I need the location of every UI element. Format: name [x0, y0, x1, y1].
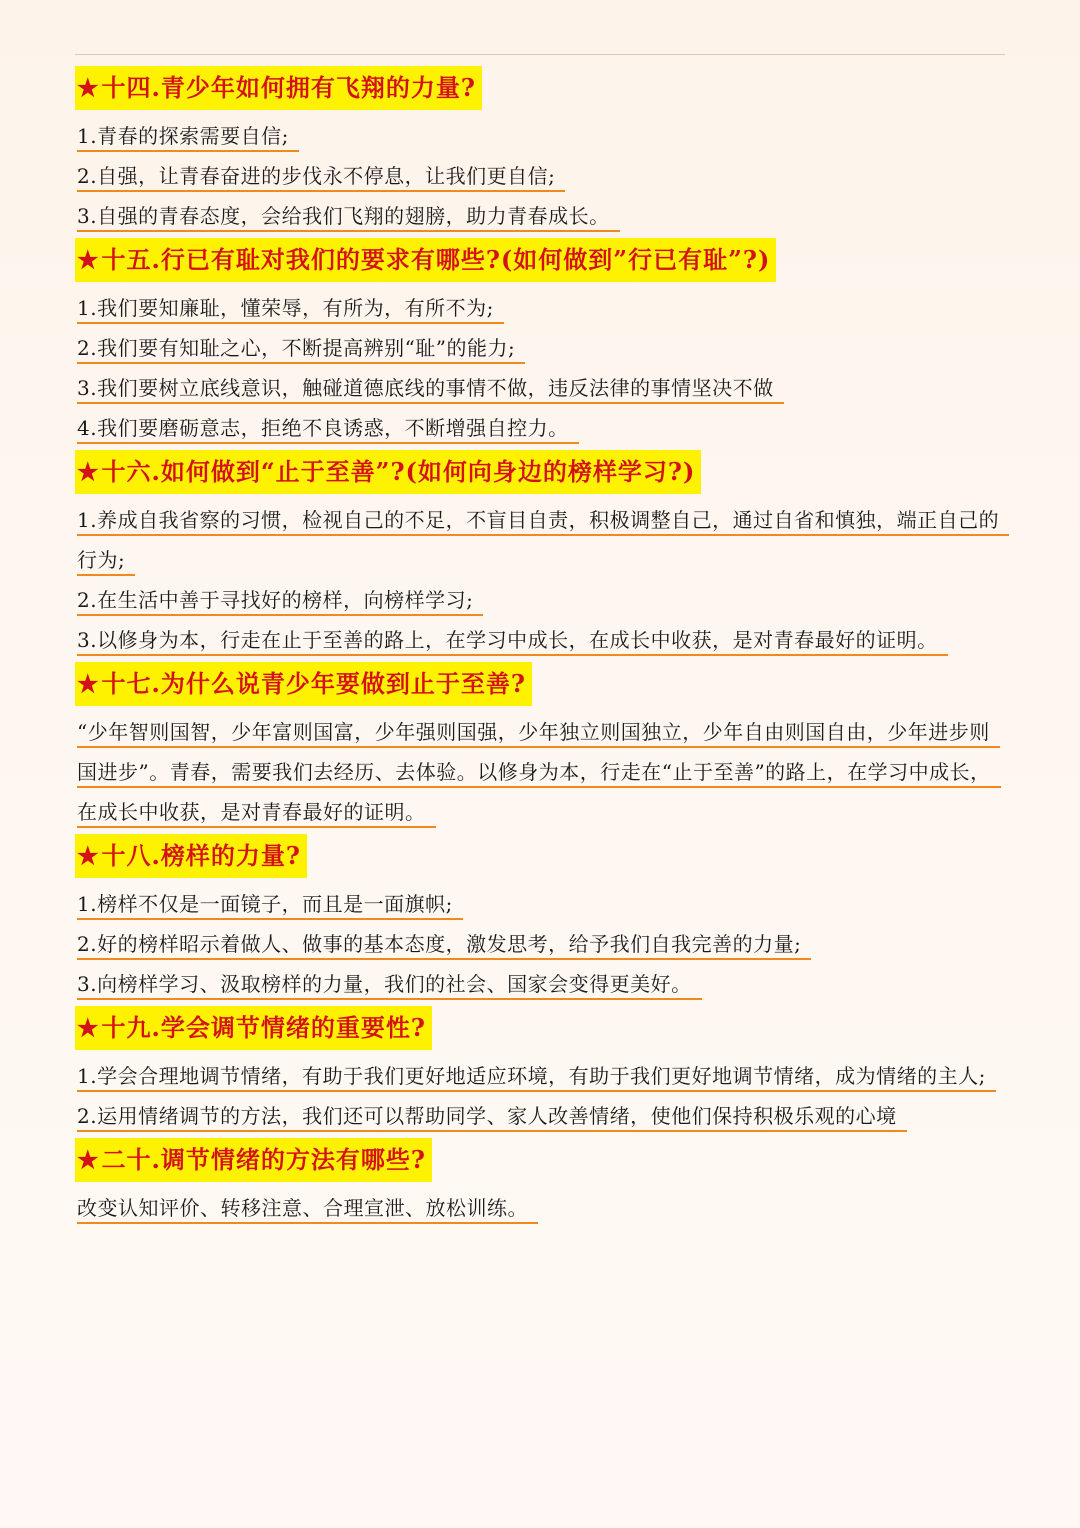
answer-item [75, 368, 1005, 408]
answer-text: 3.以修身为本，行走在止于至善的路上，在学习中成长，在成长中收获，是对青春最好的证明。 [77, 628, 948, 656]
section-title: 十七.为什么说青少年要做到止于至善? [101, 669, 526, 698]
answer-text: 2.自强，让青春奋进的步伐永不停息，让我们更自信; [77, 164, 565, 192]
answer-item [75, 328, 1005, 368]
answer-list [75, 1056, 1005, 1136]
qa-section [75, 834, 1005, 1006]
answer-text: 2.我们要有知耻之心，不断提高辨别“耻”的能力; [77, 336, 525, 364]
star-icon: ★ [77, 73, 100, 102]
answer-item [75, 1096, 1005, 1136]
answer-item [75, 580, 1005, 620]
answer-text: 1.学会合理地调节情绪，有助于我们更好地适应环境，有助于我们更好地调节情绪，成为情绪的主人; [77, 1064, 996, 1092]
section-title: 十六.如何做到“止于至善”?(如何向身边的榜样学习?) [101, 457, 696, 486]
top-divider [75, 54, 1005, 55]
star-icon: ★ [77, 245, 100, 274]
answer-text: 3.自强的青春态度，会给我们飞翔的翅膀，助力青春成长。 [77, 204, 620, 232]
answer-item [75, 1188, 1005, 1228]
answer-item [75, 1056, 1005, 1096]
answer-text: “少年智则国智，少年富则国富，少年强则国强，少年独立则国独立，少年自由则国自由，少年进步则国进步”。青春，需要我们去经历、去体验。以修身为本，行走在“止于至善”的路上，在学习中成长，在成长中收获，是对青春最好的证明。 [77, 720, 1001, 828]
section-heading [75, 1138, 432, 1182]
section-title: 十四.青少年如何拥有飞翔的力量? [101, 73, 476, 102]
answer-item [75, 924, 1005, 964]
star-icon: ★ [77, 457, 100, 486]
qa-section [75, 1006, 1005, 1138]
section-title: 十九.学会调节情绪的重要性? [101, 1013, 426, 1042]
answer-item [75, 964, 1005, 1004]
star-icon: ★ [77, 1013, 100, 1042]
section-heading [75, 238, 776, 282]
answer-list [75, 1188, 1005, 1228]
answer-text: 3.向榜样学习、汲取榜样的力量，我们的社会、国家会变得更美好。 [77, 972, 702, 1000]
answer-list [75, 884, 1005, 1004]
answer-text: 4.我们要磨砺意志，拒绝不良诱惑，不断增强自控力。 [77, 416, 579, 444]
answer-text: 1.榜样不仅是一面镜子，而且是一面旗帜; [77, 892, 463, 920]
answer-item [75, 712, 1005, 832]
qa-section [75, 1138, 1005, 1230]
answer-text: 2.好的榜样昭示着做人、做事的基本态度，激发思考，给予我们自我完善的力量; [77, 932, 811, 960]
qa-section [75, 66, 1005, 238]
section-heading [75, 1006, 432, 1050]
section-heading [75, 66, 482, 110]
qa-section [75, 450, 1005, 662]
section-heading [75, 450, 701, 494]
answer-item [75, 288, 1005, 328]
answer-text: 1.我们要知廉耻，懂荣辱，有所为，有所不为; [77, 296, 504, 324]
section-title: 十八.榜样的力量? [101, 841, 301, 870]
answer-text: 3.我们要树立底线意识，触碰道德底线的事情不做，违反法律的事情坚决不做 [77, 376, 784, 404]
answer-text: 改变认知评价、转移注意、合理宣泄、放松训练。 [77, 1196, 538, 1224]
answer-list [75, 288, 1005, 448]
section-gap [75, 1228, 1005, 1230]
answer-item [75, 116, 1005, 156]
qa-section [75, 662, 1005, 834]
section-heading [75, 834, 307, 878]
answer-text: 2.在生活中善于寻找好的榜样，向榜样学习; [77, 588, 483, 616]
answer-text: 2.运用情绪调节的方法，我们还可以帮助同学、家人改善情绪，使他们保持积极乐观的心境 [77, 1104, 907, 1132]
answer-item [75, 196, 1005, 236]
answer-list [75, 712, 1005, 832]
answer-list [75, 500, 1005, 660]
answer-item [75, 408, 1005, 448]
section-heading [75, 662, 532, 706]
answer-text: 1.养成自我省察的习惯，检视自己的不足，不盲目自责，积极调整自己，通过自省和慎独，端正自己的行为; [77, 508, 1009, 576]
star-icon: ★ [77, 1145, 100, 1174]
star-icon: ★ [77, 841, 100, 870]
answer-item [75, 156, 1005, 196]
section-title: 二十.调节情绪的方法有哪些? [101, 1145, 426, 1174]
qa-section [75, 238, 1005, 450]
content-area [75, 66, 1005, 1230]
answer-item [75, 620, 1005, 660]
answer-item [75, 500, 1005, 580]
answer-list [75, 116, 1005, 236]
answer-text: 1.青春的探索需要自信; [77, 124, 299, 152]
section-title: 十五.行已有耻对我们的要求有哪些?(如何做到”行已有耻”?) [101, 245, 771, 274]
answer-item [75, 884, 1005, 924]
star-icon: ★ [77, 669, 100, 698]
